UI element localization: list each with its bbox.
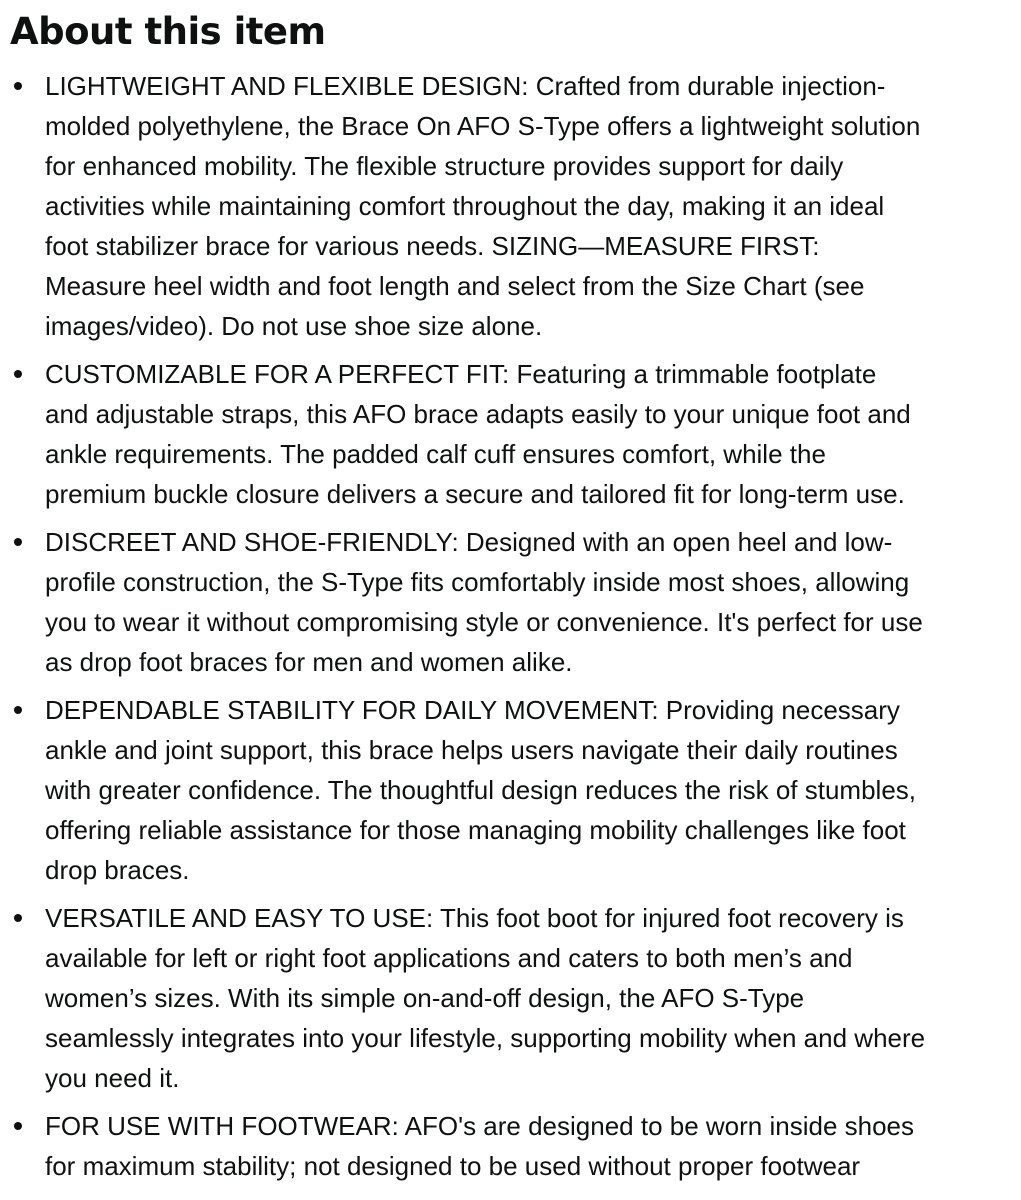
bullet-text <box>45 66 1021 346</box>
bullet-line: you need it. <box>45 1063 180 1093</box>
bullet-line: CUSTOMIZABLE FOR A PERFECT FIT: Featuring a trimmable footplate <box>45 359 877 389</box>
bullet-line: DISCREET AND SHOE-FRIENDLY: Designed with an open heel and low- <box>45 527 893 557</box>
bullet-line: available for left or right foot applications and caters to both men’s and <box>45 943 853 973</box>
feature-bullet-versatile-easy-use <box>0 898 1021 1098</box>
bullet-dot-icon <box>14 706 22 714</box>
bullet-dot-icon <box>14 82 22 90</box>
bullet-line: ankle and joint support, this brace helps users navigate their daily routines <box>45 735 898 765</box>
bullet-line: women’s sizes. With its simple on-and-off design, the AFO S-Type <box>45 983 805 1013</box>
feature-bullet-shoe-friendly <box>0 522 1021 682</box>
section-title: About this item <box>10 10 326 53</box>
bullet-line: for maximum stability; not designed to be used without proper footwear <box>45 1151 861 1181</box>
bullet-text <box>45 522 1021 682</box>
bullet-line: drop braces. <box>45 855 190 885</box>
bullet-line: foot stabilizer brace for various needs. SIZING—MEASURE FIRST: <box>45 231 820 261</box>
feature-bullet-dependable-stability <box>0 690 1021 890</box>
bullet-line: FOR USE WITH FOOTWEAR: AFO's are designed to be worn inside shoes <box>45 1111 915 1141</box>
feature-bullet-footwear-use <box>0 1106 1021 1186</box>
bullet-dot-icon <box>14 1122 22 1130</box>
bullet-text <box>45 354 1021 514</box>
bullet-line: you to wear it without compromising style or convenience. It's perfect for use <box>45 607 923 637</box>
bullet-line: molded polyethylene, the Brace On AFO S-Type offers a lightweight solution <box>45 111 921 141</box>
bullet-line: seamlessly integrates into your lifestyle, supporting mobility when and where <box>45 1023 926 1053</box>
bullet-line: and adjustable straps, this AFO brace adapts easily to your unique foot and <box>45 399 911 429</box>
bullet-text <box>45 1106 1021 1186</box>
bullet-text <box>45 690 1021 890</box>
bullet-line: DEPENDABLE STABILITY FOR DAILY MOVEMENT: Providing necessary <box>45 695 900 725</box>
bullet-line: ankle requirements. The padded calf cuff ensures comfort, while the <box>45 439 826 469</box>
bullet-line: offering reliable assistance for those managing mobility challenges like foot <box>45 815 906 845</box>
bullet-text <box>45 898 1021 1098</box>
bullet-line: VERSATILE AND EASY TO USE: This foot boot for injured foot recovery is <box>45 903 904 933</box>
bullet-line: as drop foot braces for men and women alike. <box>45 647 573 677</box>
feature-bullet-customizable-fit <box>0 354 1021 514</box>
bullet-line: LIGHTWEIGHT AND FLEXIBLE DESIGN: Crafted from durable injection- <box>45 71 886 101</box>
bullet-dot-icon <box>14 370 22 378</box>
bullet-line: activities while maintaining comfort throughout the day, making it an ideal <box>45 191 885 221</box>
bullet-line: Measure heel width and foot length and select from the Size Chart (see <box>45 271 865 301</box>
bullet-line: with greater confidence. The thoughtful design reduces the risk of stumbles, <box>45 775 917 805</box>
bullet-line: premium buckle closure delivers a secure and tailored fit for long-term use. <box>45 479 905 509</box>
bullet-dot-icon <box>14 538 22 546</box>
bullet-dot-icon <box>14 914 22 922</box>
feature-bullet-lightweight-design <box>0 66 1021 346</box>
bullet-line: profile construction, the S-Type fits comfortably inside most shoes, allowing <box>45 567 910 597</box>
bullet-line: for enhanced mobility. The flexible structure provides support for daily <box>45 151 844 181</box>
feature-bullet-list <box>0 66 1021 1194</box>
bullet-line: images/video). Do not use shoe size alone. <box>45 311 543 341</box>
